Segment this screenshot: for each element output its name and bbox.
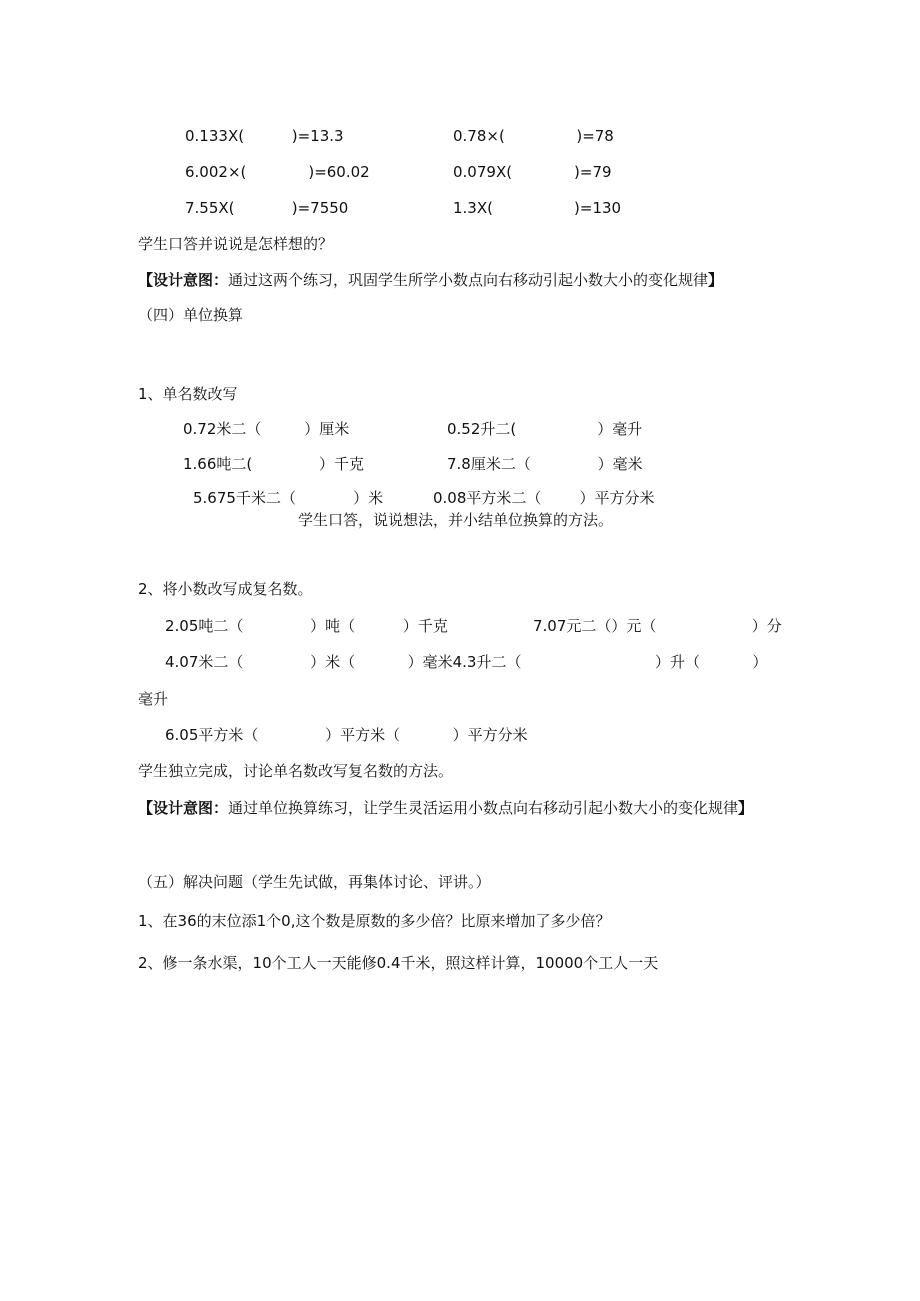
compound-1: 2.05吨二（ ）吨（ ）千克: [165, 617, 448, 635]
compound-2: 7.07元二（）元（ ）分: [533, 617, 782, 635]
section5-title: （五）解决问题（学生先试做，再集体讨论、评讲。）: [138, 873, 491, 891]
equation-1: 0.133X( )=13.3: [185, 127, 344, 145]
problem-2: 2、修一条水渠，10个工人一天能修0.4千米，照这样计算，10000个工人一天: [138, 954, 659, 972]
equation-2: 0.78×( )=78: [453, 127, 614, 145]
design-intent-label: 【设计意图：: [138, 271, 229, 289]
compound-3: 4.07米二（ ）米（ ）毫米4.3升二（ ）升（ ）: [165, 653, 768, 671]
q1-title: 1、单名数改写: [138, 385, 238, 403]
problem-1: 1、在36的末位添1个0,这个数是原数的多少倍？比原来增加了多少倍？: [138, 912, 611, 930]
design-intent-end: 】: [708, 271, 724, 289]
q2-title: 2、将小数改写成复名数。: [138, 580, 313, 598]
design-intent-end: 】: [738, 799, 754, 817]
compound-3-wrap: 毫升: [138, 690, 169, 708]
conversion-4: 7.8厘米二（ ）毫米: [447, 455, 643, 473]
equation-4: 0.079X( )=79: [453, 163, 612, 181]
conversion-3: 1.66吨二( ）千克: [183, 455, 365, 473]
conversion-1: 0.72米二（ ）厘米: [183, 420, 350, 438]
equation-3: 6.002×( )=60.02: [185, 163, 370, 181]
conversion-5: 5.675千米二（ ）米: [193, 489, 384, 507]
conversion-2: 0.52升二( ）毫升: [447, 420, 643, 438]
conversion-6: 0.08平方米二（ ）平方分米: [433, 489, 655, 507]
section4-title: （四）单位换算: [138, 306, 244, 324]
q2-note: 学生独立完成，讨论单名数改写复名数的方法。: [138, 762, 454, 780]
equation-6: 1.3X( )=130: [453, 199, 622, 217]
design-intent-text: 通过这两个练习，巩固学生所学小数点向右移动引起小数大小的变化规律: [228, 271, 709, 289]
equation-5: 7.55X( )=7550: [185, 199, 349, 217]
design-intent-label: 【设计意图：: [138, 799, 229, 817]
section4-design-intent: [138, 801, 753, 816]
section3-prompt: 学生口答并说说是怎样想的？: [138, 235, 334, 253]
section3-design-intent: [138, 273, 723, 288]
q1-note: 学生口答，说说想法，并小结单位换算的方法。: [298, 511, 614, 529]
design-intent-text: 通过单位换算练习，让学生灵活运用小数点向右移动引起小数大小的变化规律: [228, 799, 739, 817]
compound-4: 6.05平方米（ ）平方米（ ）平方分米: [165, 726, 528, 744]
